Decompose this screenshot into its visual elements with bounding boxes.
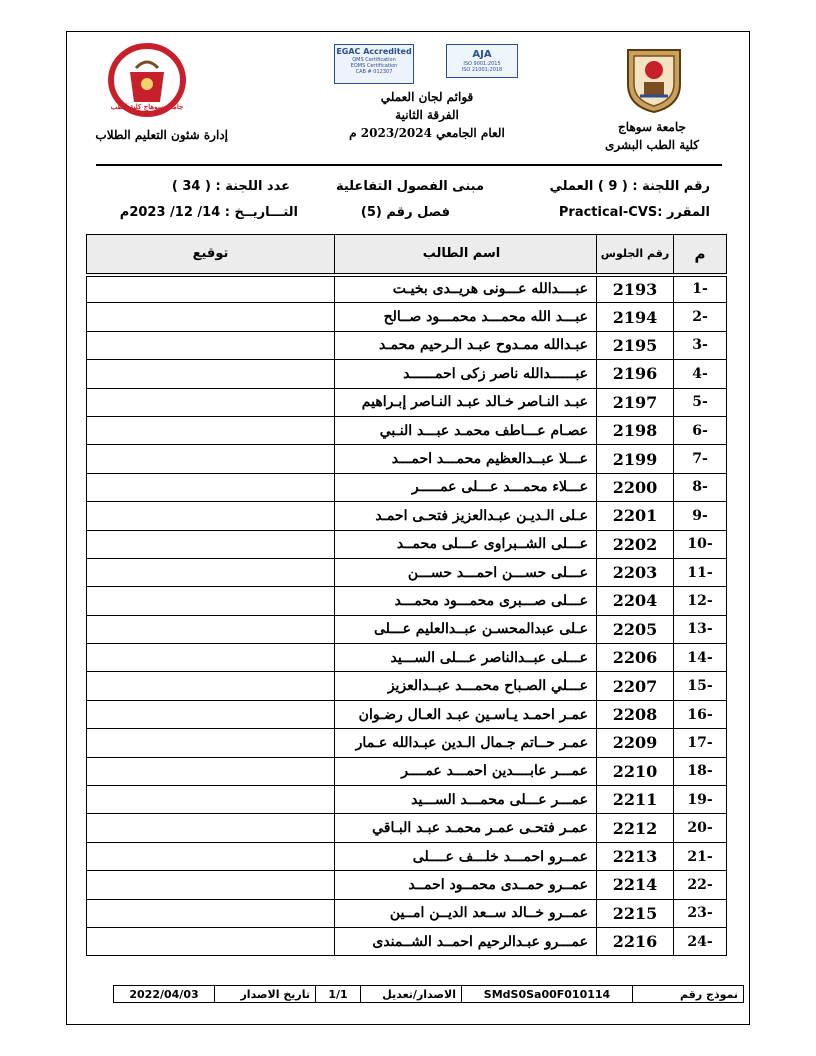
header-seat-number: رقم الجلوس bbox=[597, 235, 674, 275]
table-row bbox=[87, 303, 727, 331]
row-student-name: عمـر حــاتم جـمال الـدين عبـدالله عـمار bbox=[335, 729, 597, 757]
row-seat-number: 2194 bbox=[597, 303, 674, 331]
row-signature-cell bbox=[87, 587, 335, 615]
row-student-name: عـــلاء محمـــد عـــلى عمـــــر bbox=[335, 473, 597, 501]
row-index: 19- bbox=[674, 786, 727, 814]
form-number-label: نموذج رقم bbox=[633, 986, 744, 1003]
row-index: 21- bbox=[674, 842, 727, 870]
row-signature-cell bbox=[87, 700, 335, 728]
table-row bbox=[87, 842, 727, 870]
row-index: 23- bbox=[674, 899, 727, 927]
row-index: 6- bbox=[674, 416, 727, 444]
row-seat-number: 2201 bbox=[597, 502, 674, 530]
row-student-name: عبــــدالله عـــونى هريــدى بخيـت bbox=[335, 275, 597, 303]
row-seat-number: 2212 bbox=[597, 814, 674, 842]
row-index: 15- bbox=[674, 672, 727, 700]
row-signature-cell bbox=[87, 757, 335, 785]
row-seat-number: 2196 bbox=[597, 360, 674, 388]
row-student-name: عـــلى حســـن احمـــد حســـن bbox=[335, 558, 597, 586]
row-student-name: عبـــد الله محمـــد محمـــود صــالح bbox=[335, 303, 597, 331]
row-signature-cell bbox=[87, 729, 335, 757]
course-name: المقرر :Practical-CVS bbox=[558, 205, 710, 220]
row-index: 14- bbox=[674, 644, 727, 672]
egac-accreditation-logo: EGAC Accredited QMS Certification EOMS Certification CAB # 012307 bbox=[334, 44, 414, 84]
row-signature-cell bbox=[87, 275, 335, 303]
table-row bbox=[87, 445, 727, 473]
row-student-name: عـــلى صـــبرى محمـــود محمـــد bbox=[335, 587, 597, 615]
row-seat-number: 2195 bbox=[597, 331, 674, 359]
row-index: 24- bbox=[674, 927, 727, 955]
row-seat-number: 2203 bbox=[597, 558, 674, 586]
table-row bbox=[87, 275, 727, 303]
row-student-name: عمـر فتحـى عمـر محمـد عبـد البـاقي bbox=[335, 814, 597, 842]
row-index: 11- bbox=[674, 558, 727, 586]
version-value: 1/1 bbox=[316, 986, 361, 1003]
university-crest-logo bbox=[622, 44, 686, 114]
row-student-name: عمــرو خــالد ســعد الديــن امــين bbox=[335, 899, 597, 927]
table-row bbox=[87, 927, 727, 955]
row-index: 1- bbox=[674, 275, 727, 303]
row-seat-number: 2202 bbox=[597, 530, 674, 558]
row-seat-number: 2216 bbox=[597, 927, 674, 955]
committee-number: رقم اللجنة : ( 9 ) العملي bbox=[549, 179, 710, 194]
table-row bbox=[87, 388, 727, 416]
row-signature-cell bbox=[87, 672, 335, 700]
table-row bbox=[87, 700, 727, 728]
header-right-text: جامعة سوهاج كلية الطب البشرى bbox=[604, 120, 700, 152]
row-seat-number: 2200 bbox=[597, 473, 674, 501]
table-row bbox=[87, 558, 727, 586]
row-signature-cell bbox=[87, 644, 335, 672]
row-student-name: عمــرو حمــدى محمــود احمــد bbox=[335, 871, 597, 899]
row-signature-cell bbox=[87, 473, 335, 501]
row-signature-cell bbox=[87, 615, 335, 643]
table-header-row bbox=[87, 235, 727, 275]
row-student-name: عمـــر عابــــدين احمـــد عمــــر bbox=[335, 757, 597, 785]
row-signature-cell bbox=[87, 842, 335, 870]
row-index: 3- bbox=[674, 331, 727, 359]
header-divider bbox=[96, 164, 722, 166]
row-seat-number: 2208 bbox=[597, 700, 674, 728]
table-row bbox=[87, 786, 727, 814]
issue-date-value: 2022/04/03 bbox=[114, 986, 215, 1003]
row-index: 16- bbox=[674, 700, 727, 728]
table-row bbox=[87, 899, 727, 927]
table-row bbox=[87, 360, 727, 388]
row-student-name: عـــلي الصـباح محمـــد عبــدالعزيز bbox=[335, 672, 597, 700]
table-row bbox=[87, 729, 727, 757]
row-signature-cell bbox=[87, 871, 335, 899]
row-student-name: عمـــر عـــلى محمـــد الســـيد bbox=[335, 786, 597, 814]
row-seat-number: 2213 bbox=[597, 842, 674, 870]
row-signature-cell bbox=[87, 502, 335, 530]
table-row bbox=[87, 473, 727, 501]
row-index: 22- bbox=[674, 871, 727, 899]
row-student-name: عمـــرو عبـدالرحيم احمــد الشــمندى bbox=[335, 927, 597, 955]
row-seat-number: 2210 bbox=[597, 757, 674, 785]
row-seat-number: 2215 bbox=[597, 899, 674, 927]
college-logo-caption: جامعة سوهاج كلية الطب bbox=[110, 102, 184, 111]
table-row bbox=[87, 416, 727, 444]
row-seat-number: 2205 bbox=[597, 615, 674, 643]
row-signature-cell bbox=[87, 445, 335, 473]
header-center-text: قوائم لجان العملي الفرقة الثانية العام الجامعي 2023/2024 م bbox=[349, 90, 505, 140]
row-signature-cell bbox=[87, 558, 335, 586]
row-index: 17- bbox=[674, 729, 727, 757]
row-seat-number: 2209 bbox=[597, 729, 674, 757]
row-index: 5- bbox=[674, 388, 727, 416]
table-row bbox=[87, 757, 727, 785]
row-signature-cell bbox=[87, 388, 335, 416]
aja-iso-logo: AJA ISO 9001:2015 ISO 21001:2018 bbox=[446, 44, 518, 78]
row-signature-cell bbox=[87, 416, 335, 444]
row-student-name: عبـد النـاصر خـالد عبـد النـاصر إبـراهيم bbox=[335, 388, 597, 416]
row-student-name: عـلى عبدالمحسـن عبــدالعليم عـــلى bbox=[335, 615, 597, 643]
table-row bbox=[87, 672, 727, 700]
row-index: 20- bbox=[674, 814, 727, 842]
row-index: 7- bbox=[674, 445, 727, 473]
header-student-name: اسم الطالب bbox=[335, 235, 597, 275]
row-index: 18- bbox=[674, 757, 727, 785]
hall-number: فصل رقم (5) bbox=[360, 205, 450, 220]
table-row bbox=[87, 814, 727, 842]
row-seat-number: 2211 bbox=[597, 786, 674, 814]
row-student-name: عمـر احمـد يـاسـين عبـد العـال رضـوان bbox=[335, 700, 597, 728]
row-signature-cell bbox=[87, 303, 335, 331]
row-seat-number: 2198 bbox=[597, 416, 674, 444]
row-signature-cell bbox=[87, 814, 335, 842]
issue-date-label: تاريخ الاصدار bbox=[215, 986, 316, 1003]
form-number-value: SMdS0Sa00F010114 bbox=[462, 986, 633, 1003]
row-signature-cell bbox=[87, 530, 335, 558]
exam-date: التـــاريــخ : 14/ 12/ 2023م bbox=[119, 205, 298, 220]
row-seat-number: 2197 bbox=[597, 388, 674, 416]
row-signature-cell bbox=[87, 360, 335, 388]
table-row bbox=[87, 502, 727, 530]
table-row bbox=[87, 615, 727, 643]
header-left-text: إدارة شئون التعليم الطلاب bbox=[95, 128, 228, 142]
row-student-name: عصـام عـــاطف محمـد عبـــد النـبي bbox=[335, 416, 597, 444]
row-index: 2- bbox=[674, 303, 727, 331]
row-student-name: عبـدالله ممـدوح عبـد الـرحيم محمـد bbox=[335, 331, 597, 359]
row-index: 12- bbox=[674, 587, 727, 615]
committee-count: عدد اللجنة : ( 34 ) bbox=[171, 179, 290, 194]
row-index: 13- bbox=[674, 615, 727, 643]
building-name: مبنى الفصول التفاعلية bbox=[335, 179, 484, 194]
table-row bbox=[87, 644, 727, 672]
row-student-name: عـــلى الشــبراوى عـــلى محمــد bbox=[335, 530, 597, 558]
row-signature-cell bbox=[87, 331, 335, 359]
row-index: 9- bbox=[674, 502, 727, 530]
students-table bbox=[86, 234, 727, 956]
row-seat-number: 2193 bbox=[597, 275, 674, 303]
row-seat-number: 2206 bbox=[597, 644, 674, 672]
row-seat-number: 2214 bbox=[597, 871, 674, 899]
row-seat-number: 2207 bbox=[597, 672, 674, 700]
row-index: 8- bbox=[674, 473, 727, 501]
row-signature-cell bbox=[87, 899, 335, 927]
version-label: الاصدار/تعديل bbox=[361, 986, 462, 1003]
table-row bbox=[87, 871, 727, 899]
table-row bbox=[87, 331, 727, 359]
table-row bbox=[87, 587, 727, 615]
row-student-name: عمــرو احمـــد خلـــف عــــلى bbox=[335, 842, 597, 870]
row-index: 4- bbox=[674, 360, 727, 388]
table-row bbox=[87, 530, 727, 558]
row-signature-cell bbox=[87, 786, 335, 814]
row-student-name: عـــلى عبــدالناصر عـــلى الســـيد bbox=[335, 644, 597, 672]
row-student-name: عـلى الـديـن عبـدالعزيز فتحـى احمـد bbox=[335, 502, 597, 530]
row-student-name: عـــلا عبــدالعظيم محمـــد احمـــد bbox=[335, 445, 597, 473]
header-signature: توقيع bbox=[87, 235, 335, 275]
form-footer bbox=[113, 985, 744, 1003]
row-index: 10- bbox=[674, 530, 727, 558]
row-seat-number: 2199 bbox=[597, 445, 674, 473]
header-index: م bbox=[674, 235, 727, 275]
row-signature-cell bbox=[87, 927, 335, 955]
row-seat-number: 2204 bbox=[597, 587, 674, 615]
row-student-name: عبــــــدالله ناصر زكى احمــــــد bbox=[335, 360, 597, 388]
